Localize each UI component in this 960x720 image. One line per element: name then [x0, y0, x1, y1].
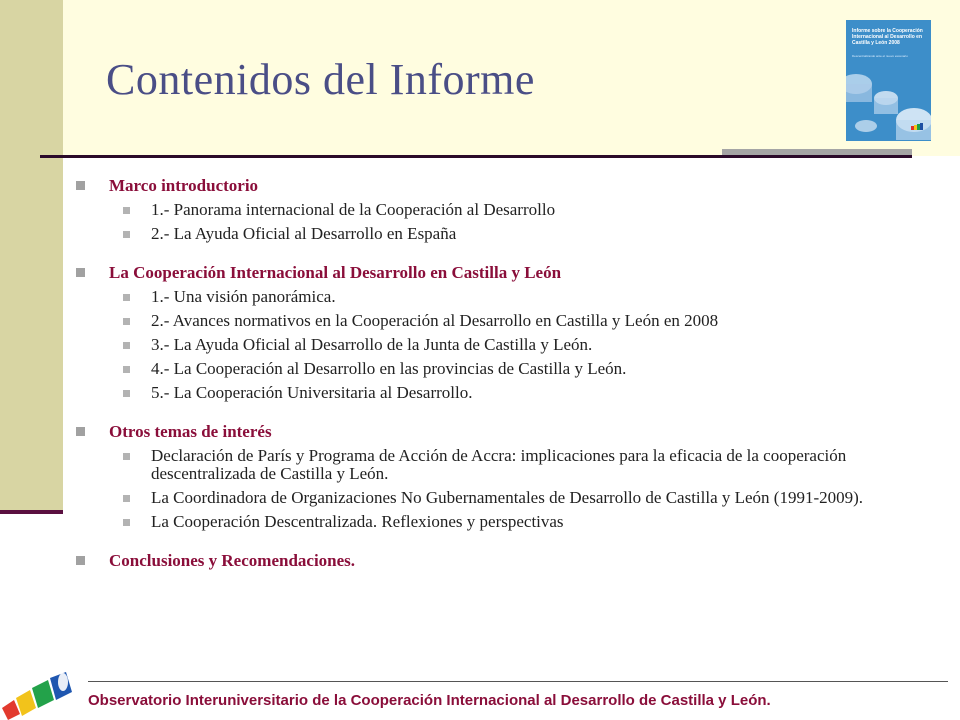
list-item: [76, 225, 876, 243]
square-bullet-icon: [123, 519, 130, 526]
cover-logo-icon: [911, 123, 925, 133]
list-item-text: 4.- La Cooperación al Desarrollo en las provincias de Castilla y León.: [151, 359, 627, 378]
section-heading-text: Marco introductorio: [109, 176, 259, 195]
list-item: [76, 312, 876, 330]
list-item-text: Declaración de París y Programa de Acción de Accra: implicaciones para la eficacia de la cooperación descentralizada de Castilla y León.: [151, 446, 847, 483]
square-bullet-icon: [123, 294, 130, 301]
section-heading-text: La Cooperación Internacional al Desarrollo en Castilla y León: [109, 263, 562, 282]
section-heading: [76, 421, 876, 442]
section-heading-text: Otros temas de interés: [109, 422, 272, 441]
square-bullet-icon: [123, 390, 130, 397]
left-decor-line: [0, 510, 63, 514]
list-item: [76, 384, 876, 402]
footer-rule: [88, 681, 948, 682]
observatory-logo-icon: [0, 670, 82, 720]
square-bullet-icon: [76, 427, 85, 436]
report-cover-image: [846, 20, 931, 141]
list-item-text: 3.- La Ayuda Oficial al Desarrollo de la Junta de Castilla y León.: [151, 335, 593, 354]
list-item: [76, 447, 871, 483]
left-decor-band: [0, 0, 63, 512]
contents-list: [76, 175, 876, 576]
list-item: [76, 336, 876, 354]
title-rule: [40, 155, 912, 158]
square-bullet-icon: [123, 231, 130, 238]
square-bullet-icon: [76, 181, 85, 190]
list-item-text: La Coordinadora de Organizaciones No Gubernamentales de Desarrollo de Castilla y León (1991-2009).: [151, 488, 864, 507]
square-bullet-icon: [76, 556, 85, 565]
footer-text: Observatorio Interuniversitario de la Cooperación Internacional al Desarrollo de Castilla y León.: [88, 692, 771, 709]
list-item-text: 2.- Avances normativos en la Cooperación al Desarrollo en Castilla y León en 2008: [151, 311, 719, 330]
list-item-text: 1.- Una visión panorámica.: [151, 287, 336, 306]
list-item: [76, 489, 871, 507]
square-bullet-icon: [123, 453, 130, 460]
square-bullet-icon: [123, 495, 130, 502]
square-bullet-icon: [123, 207, 130, 214]
section-heading: [76, 175, 876, 196]
section-heading: [76, 262, 876, 283]
square-bullet-icon: [123, 342, 130, 349]
list-item-text: La Cooperación Descentralizada. Reflexiones y perspectivas: [151, 512, 564, 531]
square-bullet-icon: [76, 268, 85, 277]
section-heading-text: Conclusiones y Recomendaciones.: [109, 551, 356, 570]
cover-title: Informe sobre la Cooperación Internacional al Desarrollo en Castilla y León 2008: [852, 28, 923, 46]
list-item: [76, 201, 876, 219]
square-bullet-icon: [123, 318, 130, 325]
list-item: [76, 288, 876, 306]
cover-subtitle: Descentralizando ante el nuevo escenario: [852, 54, 908, 58]
list-item-text: 2.- La Ayuda Oficial al Desarrollo en España: [151, 224, 457, 243]
page-title: Contenidos del Informe: [106, 55, 535, 104]
section-heading: [76, 550, 876, 571]
list-item: [76, 360, 876, 378]
list-item-text: 1.- Panorama internacional de la Cooperación al Desarrollo: [151, 200, 556, 219]
list-item-text: 5.- La Cooperación Universitaria al Desarrollo.: [151, 383, 473, 402]
list-item: [76, 513, 876, 531]
square-bullet-icon: [123, 366, 130, 373]
